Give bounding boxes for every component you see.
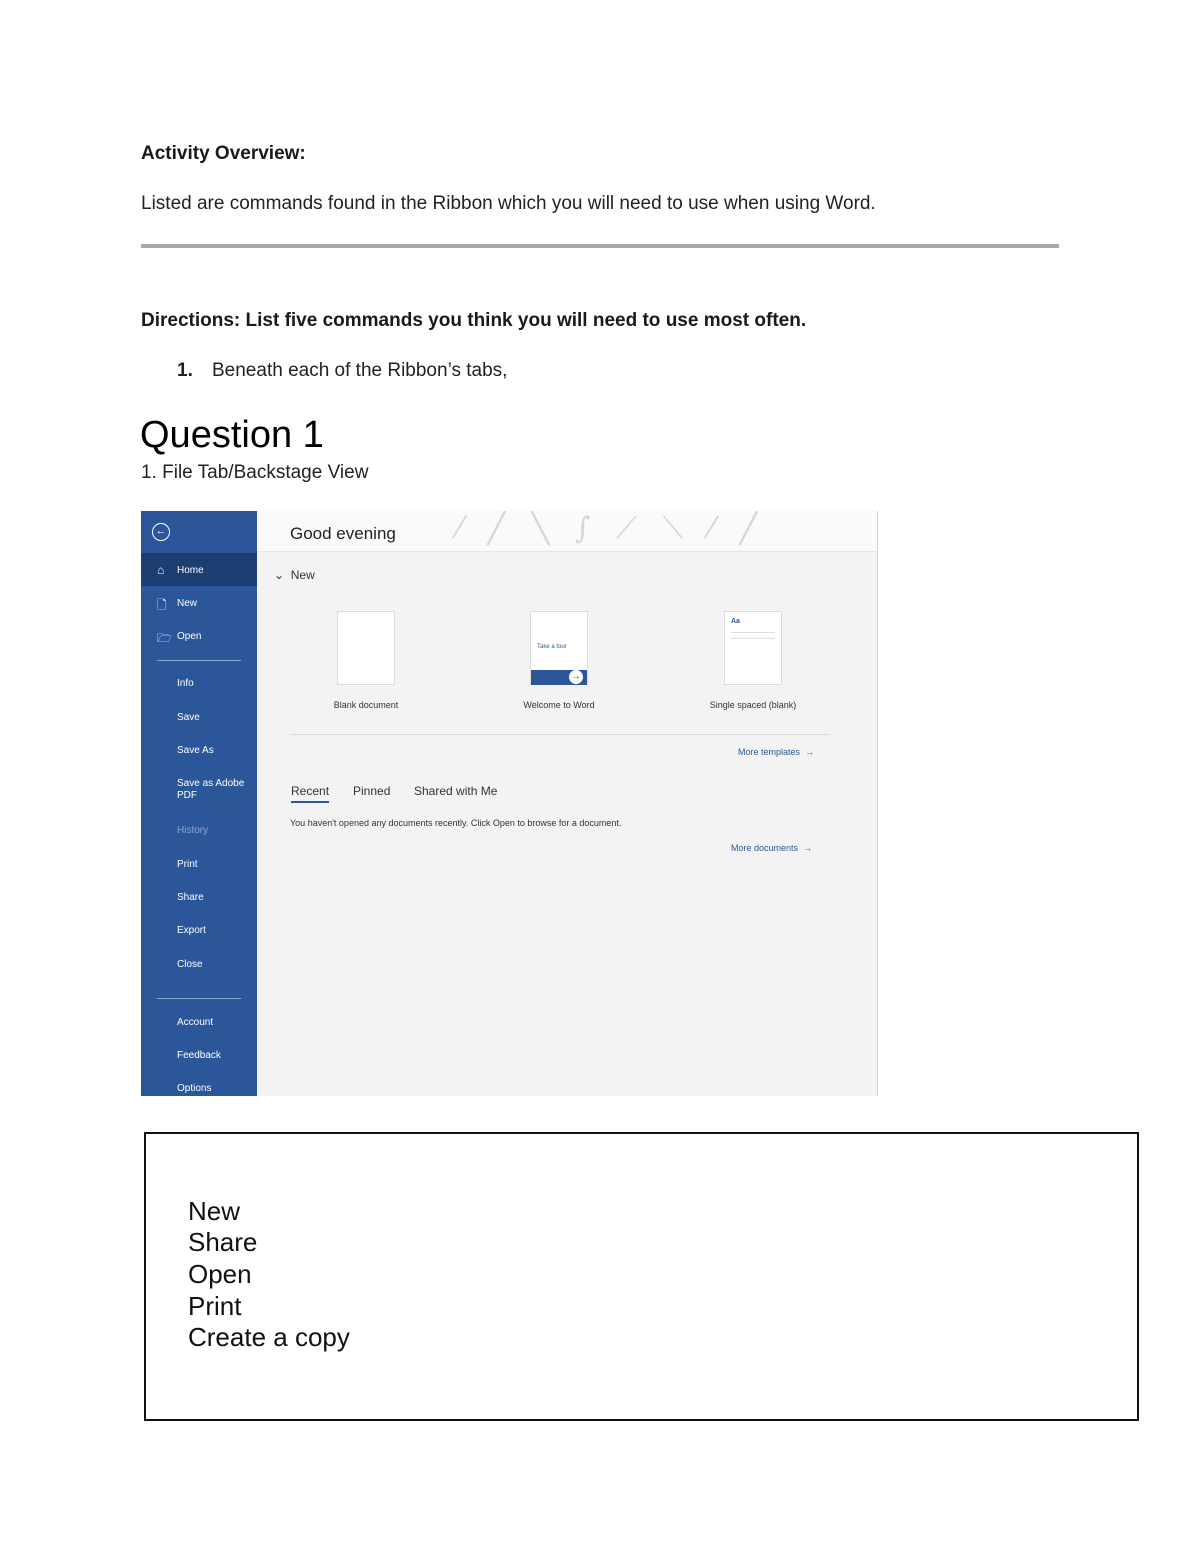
answer-item: Share bbox=[188, 1227, 258, 1257]
sidebar-item-info[interactable]: Info bbox=[177, 678, 194, 689]
home-icon: ⌂ bbox=[157, 563, 165, 577]
template-label-welcome: Welcome to Word bbox=[523, 700, 595, 710]
more-templates-link[interactable] bbox=[738, 747, 814, 757]
arrow-right-icon: → bbox=[805, 747, 815, 757]
template-welcome-to-word[interactable] bbox=[530, 611, 588, 685]
more-documents-label: More documents bbox=[731, 843, 799, 853]
empty-recent-message: You haven't opened any documents recently. Click Open to browse for a document. bbox=[290, 818, 622, 828]
sidebar-item-feedback[interactable]: Feedback bbox=[177, 1050, 221, 1061]
open-folder-icon: 🗁 bbox=[157, 631, 172, 645]
sidebar-item-close[interactable]: Close bbox=[177, 959, 203, 970]
horizontal-divider bbox=[141, 244, 1059, 248]
sidebar-item-account[interactable]: Account bbox=[177, 1017, 214, 1028]
question-title: Question 1 bbox=[140, 414, 324, 456]
backstage-screenshot bbox=[141, 511, 878, 1096]
chevron-down-icon: ⌄ bbox=[274, 568, 285, 582]
sidebar-item-save[interactable]: Save bbox=[177, 712, 200, 723]
sidebar-item-share[interactable]: Share bbox=[177, 892, 204, 903]
single-thumb-text: Aa bbox=[731, 618, 740, 625]
new-document-icon: 🗋 bbox=[157, 598, 167, 612]
answer-item: Print bbox=[188, 1291, 242, 1321]
more-templates-label: More templates bbox=[738, 747, 801, 757]
back-arrow-icon[interactable]: ← bbox=[152, 523, 170, 541]
answer-item: Open bbox=[188, 1259, 252, 1289]
overview-text: Listed are commands found in the Ribbon which you will need to use when using Word. bbox=[141, 193, 876, 214]
main-divider bbox=[290, 734, 830, 735]
header-decoration-icon: ⁄ ╱ ╲ ∫ ⟋ ⟍ ⁄ ╱ bbox=[457, 511, 766, 546]
step-number: 1. bbox=[177, 360, 193, 381]
sidebar-item-save-as[interactable]: Save As bbox=[177, 745, 214, 756]
backstage-header bbox=[257, 511, 877, 552]
sidebar-item-new[interactable]: New bbox=[177, 598, 198, 609]
arrow-right-icon: → bbox=[571, 671, 581, 682]
new-section-toggle[interactable] bbox=[274, 568, 315, 582]
sidebar-item-save-as-pdf[interactable]: Save as Adobe PDF bbox=[177, 778, 245, 801]
more-documents-link[interactable] bbox=[731, 843, 812, 853]
template-single-spaced[interactable] bbox=[724, 611, 782, 685]
sidebar-item-open[interactable]: Open bbox=[177, 631, 202, 642]
answer-box[interactable] bbox=[144, 1132, 1139, 1421]
template-label-single: Single spaced (blank) bbox=[709, 700, 797, 710]
backstage-main bbox=[257, 511, 877, 1096]
answer-item: New bbox=[188, 1196, 241, 1226]
sidebar-item-export[interactable]: Export bbox=[177, 925, 206, 936]
sidebar-separator bbox=[157, 998, 241, 999]
sidebar-item-options[interactable]: Options bbox=[177, 1083, 212, 1094]
greeting: Good evening bbox=[290, 524, 396, 543]
welcome-thumb-text: Take a tour bbox=[537, 644, 567, 650]
question-subtitle: 1. File Tab/Backstage View bbox=[141, 462, 369, 483]
template-label-blank: Blank document bbox=[333, 700, 399, 710]
tab-recent[interactable]: Recent bbox=[291, 784, 329, 803]
thumb-line bbox=[731, 638, 775, 639]
tab-shared-with-me[interactable]: Shared with Me bbox=[414, 784, 498, 798]
template-blank-document[interactable] bbox=[337, 611, 395, 685]
overview-heading: Activity Overview: bbox=[141, 143, 306, 164]
answer-item: Create a copy bbox=[188, 1322, 350, 1352]
sidebar-separator bbox=[157, 660, 241, 661]
backstage-sidebar bbox=[141, 511, 257, 1096]
directions-heading: Directions: List five commands you think you will need to use most often. bbox=[141, 310, 807, 331]
sidebar-item-print[interactable]: Print bbox=[177, 859, 198, 870]
arrow-right-icon: → bbox=[803, 843, 813, 853]
thumb-line bbox=[731, 632, 775, 633]
tab-pinned[interactable]: Pinned bbox=[353, 784, 391, 798]
new-section-label: New bbox=[290, 568, 315, 582]
sidebar-item-home[interactable]: Home bbox=[177, 565, 204, 576]
sidebar-item-history[interactable]: History bbox=[177, 825, 209, 836]
step-text: Beneath each of the Ribbon’s tabs, bbox=[212, 360, 508, 381]
